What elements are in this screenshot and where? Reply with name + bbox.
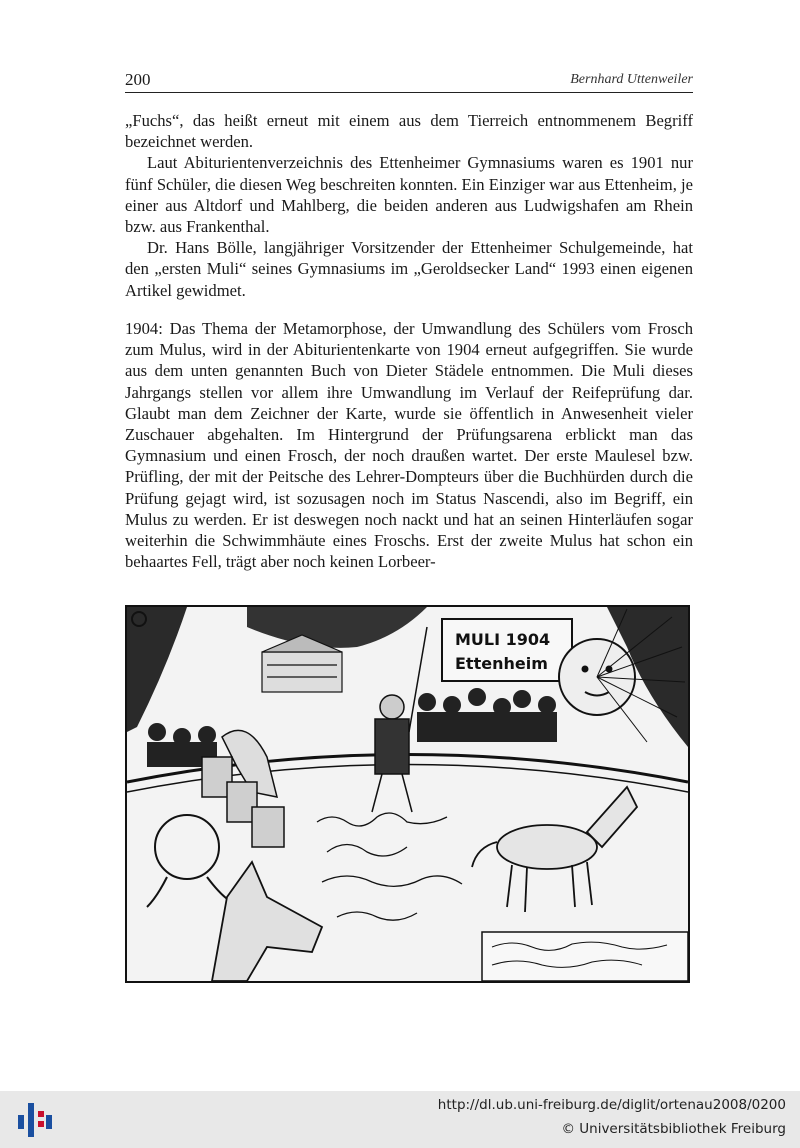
text-block-1904 xyxy=(125,318,693,572)
copyright-notice: © Universitätsbibliothek Freiburg xyxy=(561,1121,786,1137)
document-url[interactable]: http://dl.ub.uni-freiburg.de/diglit/ortenau2008/0200 xyxy=(437,1097,786,1113)
handwritten-note xyxy=(482,932,688,981)
donkey-head xyxy=(212,862,322,981)
muli-sign xyxy=(442,619,572,681)
paragraph: Laut Abiturientenverzeichnis des Ettenheimer Gymnasiums waren es 1901 nur fünf Schüler, die diesen Weg beschreiten konnten. Ein Einziger war aus Ettenheim, je einer aus Altdorf und Mahlberg, die beiden anderen aus Ludwigshafen am Rhein bzw. aus Frankenthal. xyxy=(125,153,693,237)
library-logo-icon xyxy=(18,1099,52,1141)
footer-bar xyxy=(0,1091,800,1148)
mule-animal xyxy=(472,787,637,912)
paragraph: „Fuchs“, das heißt erneut mit einem aus dem Tierreich entnommenem Begriff bezeichnet werden. xyxy=(125,111,693,152)
abiturientenkarte-illustration xyxy=(125,605,690,983)
paragraph: Dr. Hans Bölle, langjähriger Vorsitzender der Ettenheimer Schulgemeinde, hat den „ersten Muli“ seines Gymnasiums im „Geroldsecker Land“ 1993 einen eigenen Artikel gewidmet. xyxy=(125,238,693,300)
running-head: Bernhard Uttenweiler xyxy=(570,72,693,87)
page-header xyxy=(125,68,693,93)
page-number: 200 xyxy=(125,70,151,89)
sign-line-2: Ettenheim xyxy=(455,654,548,673)
laurel-wreath xyxy=(147,815,232,907)
text-block-intro xyxy=(125,110,693,301)
illustration-drawing xyxy=(127,607,688,981)
sign-line-1: MULI 1904 xyxy=(455,630,551,649)
handwritten-signatures xyxy=(317,813,462,920)
paragraph: 1904: Das Thema der Metamorphose, der Umwandlung des Schülers vom Frosch zum Mulus, wird in der Abiturientenkarte von 1904 erneut aufgegriffen. Sie wurde aus dem unten genannten Buch von Dieter Städele entnommen. Die Muli dieses Jahrgangs stellen vor allem ihre Umwandlung im Verlauf der Reifeprüfung dar. Glaubt man dem Zeichner der Karte, wurde sie öffentlich in Anwesenheit vieler Zuschauer abgehalten. Im Hintergrund der Prüfungsarena erblickt man das Gymnasium und einen Frosch, der noch draußen wartet. Der erste Maulesel bzw. Prüfling, der mit der Peitsche des Lehrer-Dompteurs über die Buchhürden durch die Prüfung gejagt wird, ist sozusagen noch im Status Nascendi, also im Begriff, ein Mulus zu werden. Er ist deswegen noch nackt und hat an seinen Hinterläufen sogar weiterhin die Schwimmhäute eines Froschs. Erst der zweite Mulus hat schon ein behaartes Fell, trägt aber noch keinen Lorbeer- xyxy=(125,319,693,572)
